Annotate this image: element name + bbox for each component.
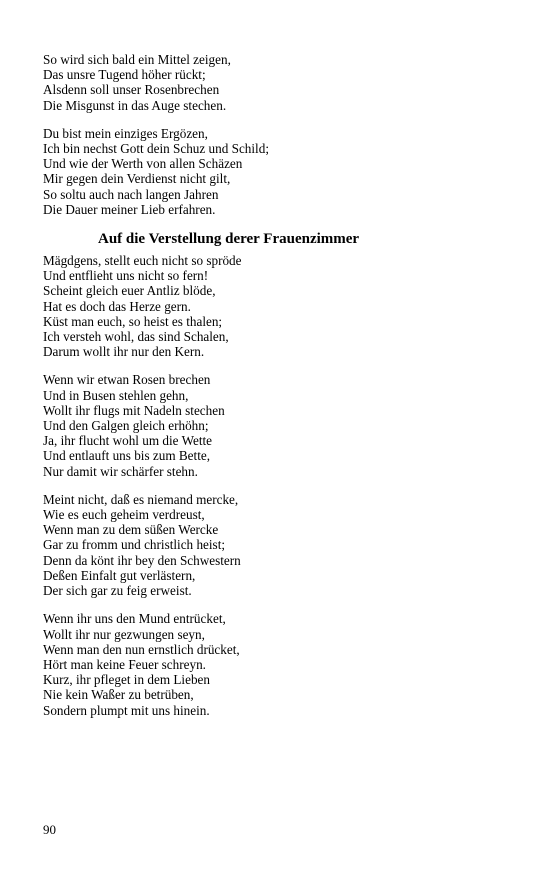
verse-line: Der sich gar zu feig erweist. <box>43 583 192 599</box>
verse-line: Denn da könt ihr bey den Schwestern <box>43 552 241 568</box>
verse-line: Und den Galgen gleich erhöhn; <box>43 418 209 434</box>
verse-line: Wenn ihr uns den Mund entrücket, <box>43 611 226 627</box>
verse-line: Du bist mein einziges Ergözen, <box>43 125 208 141</box>
verse-line: Küst man euch, so heist es thalen; <box>43 313 223 329</box>
verse-line: Ja, ihr flucht wohl um die Wette <box>43 433 212 449</box>
verse-line: Scheint gleich euer Antliz blöde, <box>43 283 216 299</box>
verse-line: Wenn man zu dem süßen Wercke <box>43 522 219 538</box>
verse-line: Mägdgens, stellt euch nicht so spröde <box>43 253 242 269</box>
stanza <box>43 611 513 717</box>
verse-line: Die Misgunst in das Auge stechen. <box>43 97 227 113</box>
poem-continuation <box>43 52 513 217</box>
stanza <box>43 492 513 598</box>
poem-title: Auf die Verstellung derer Frauenzimmer <box>98 231 360 248</box>
verse-line: Mir gegen dein Verdienst nicht gilt, <box>43 171 231 187</box>
verse-line: Wollt ihr flugs mit Nadeln stechen <box>43 402 225 418</box>
verse-line: Und wie der Werth von allen Schäzen <box>43 156 243 172</box>
verse-line: Hört man keine Feuer schreyn. <box>43 656 206 672</box>
verse-line: Nur damit wir schärfer stehn. <box>43 463 198 479</box>
verse-line: Kurz, ihr pfleget in dem Lieben <box>43 672 210 688</box>
stanza <box>43 253 513 359</box>
page-content <box>43 52 513 731</box>
verse-line: Meint nicht, daß es niemand mercke, <box>43 491 239 507</box>
verse-line: So wird sich bald ein Mittel zeigen, <box>43 52 231 67</box>
verse-line: Alsdenn soll unser Rosenbrechen <box>43 82 220 98</box>
verse-line: Nie kein Waßer zu betrüben, <box>43 687 194 703</box>
verse-line: Wie es euch geheim verdreust, <box>43 507 205 523</box>
verse-line: Und entflieht uns nicht so fern! <box>43 268 209 284</box>
verse-line: Wollt ihr nur gezwungen seyn, <box>43 626 205 642</box>
page-number: 90 <box>43 822 56 837</box>
verse-line: Ich bin nechst Gott dein Schuz und Schild; <box>43 141 269 157</box>
stanza <box>43 126 513 217</box>
verse-line: Und entlauft uns bis zum Bette, <box>43 448 211 464</box>
verse-line: Sondern plumpt mit uns hinein. <box>43 702 210 718</box>
verse-line: Gar zu fromm und christlich heist; <box>43 537 226 553</box>
verse-line: Wenn wir etwan Rosen brechen <box>43 372 211 388</box>
stanza <box>43 372 513 478</box>
verse-line: Deßen Einfalt gut verlästern, <box>43 567 196 583</box>
verse-line: Und in Busen stehlen gehn, <box>43 387 189 403</box>
verse-line: So soltu auch nach langen Jahren <box>43 186 219 202</box>
verse-line: Wenn man den nun ernstlich drücket, <box>43 641 240 657</box>
verse-line: Darum wollt ihr nur den Kern. <box>43 344 205 360</box>
verse-line: Ich versteh wohl, das sind Schalen, <box>43 329 229 345</box>
verse-line: Die Dauer meiner Lieb erfahren. <box>43 201 216 217</box>
verse-line: Das unsre Tugend höher rückt; <box>43 67 206 83</box>
poem-body <box>43 253 513 718</box>
stanza <box>43 52 513 113</box>
verse-line: Hat es doch das Herze gern. <box>43 298 191 314</box>
